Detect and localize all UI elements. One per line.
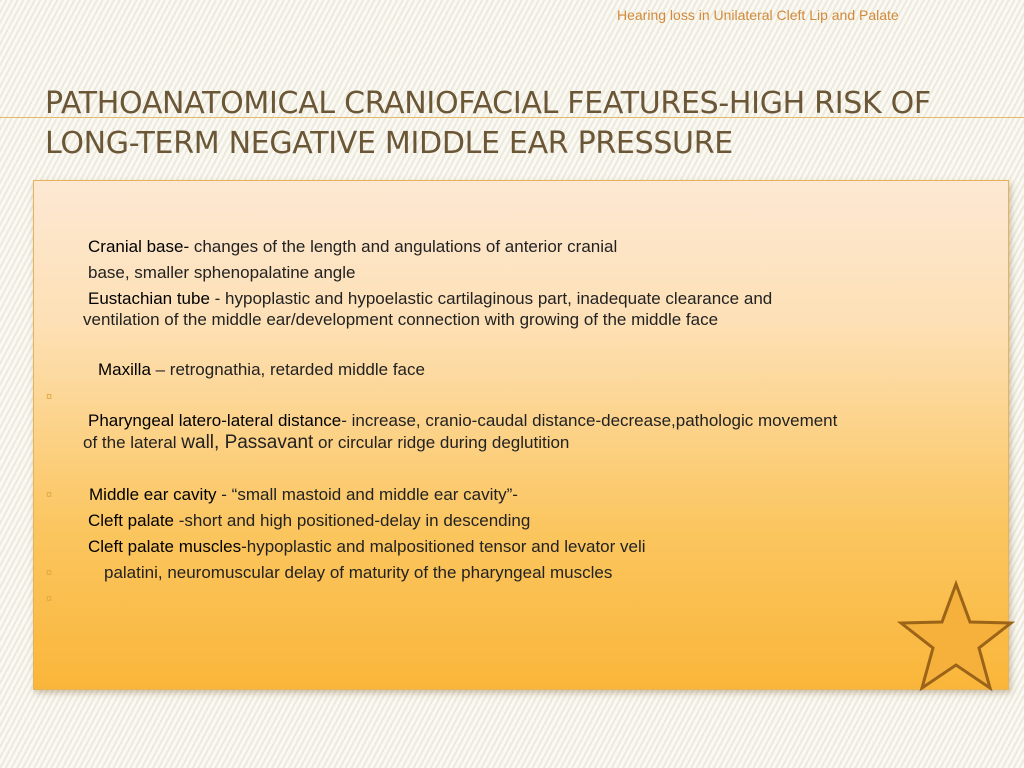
bullet-icon: ¤ [46, 489, 53, 501]
middle-ear-desc: - “small mastoid and middle ear cavity”- [216, 485, 518, 504]
cleft-muscles-term: Cleft palate muscles [88, 537, 242, 556]
slide-title [45, 84, 985, 164]
maxilla-line [98, 358, 425, 381]
pharyngeal-line-2 [83, 431, 569, 454]
cleft-palate-line [88, 509, 530, 532]
cranial-base-desc-2: base, smaller sphenopalatine angle [88, 263, 356, 282]
pharyngeal-line-1 [88, 409, 837, 432]
bullet-icon: ¤ [46, 593, 53, 605]
cranial-base-term: Cranial base- [88, 237, 190, 256]
content-box [33, 180, 1009, 690]
cleft-palate-desc: -short and high positioned-delay in descending [174, 511, 531, 530]
title-line-1: PATHOANATOMICAL CRANIOFACIAL FEATURES-HIGH RISK OF [45, 86, 931, 121]
pharyngeal-desc-2c: or circular ridge during deglutition [313, 433, 570, 452]
star-icon [897, 580, 1015, 692]
bullet-icon: ¤ [46, 391, 53, 403]
title-line-2: LONG-TERM NEGATIVE MIDDLE EAR PRESSURE [45, 126, 733, 161]
cleft-muscles-line-1 [88, 535, 646, 558]
cranial-base-line-1 [88, 235, 617, 258]
eustachian-desc-2: ventilation of the middle ear/development connection with growing of the middle face [83, 310, 719, 329]
cranial-base-desc-1: changes of the length and angulations of anterior cranial [189, 237, 618, 256]
middle-ear-line [89, 483, 518, 506]
slide-header: Hearing loss in Unilateral Cleft Lip and Palate [617, 7, 899, 23]
maxilla-desc: – retrognathia, retarded middle face [150, 360, 425, 379]
pharyngeal-desc-2a: of the lateral [83, 433, 182, 452]
pharyngeal-desc-1: - increase, cranio-caudal distance-decrease,pathologic movement [341, 411, 838, 430]
maxilla-term: Maxilla [98, 360, 151, 379]
cleft-palate-term: Cleft palate [88, 511, 174, 530]
middle-ear-term: Middle ear cavity [89, 485, 217, 504]
eustachian-desc-1: - hypoplastic and hypoelastic cartilaginous part, inadequate clearance and [209, 289, 773, 308]
eustachian-line-1 [88, 287, 772, 310]
cleft-muscles-desc-2: palatini, neuromuscular delay of maturity of the pharyngeal muscles [104, 563, 613, 582]
cleft-muscles-desc-1: -hypoplastic and malpositioned tensor and levator veli [241, 537, 646, 556]
eustachian-term: Eustachian tube [88, 289, 210, 308]
bullet-icon: ¤ [46, 567, 53, 579]
pharyngeal-term: Pharyngeal latero-lateral distance [88, 411, 342, 430]
pharyngeal-desc-2b: wall, Passavant [181, 432, 314, 453]
